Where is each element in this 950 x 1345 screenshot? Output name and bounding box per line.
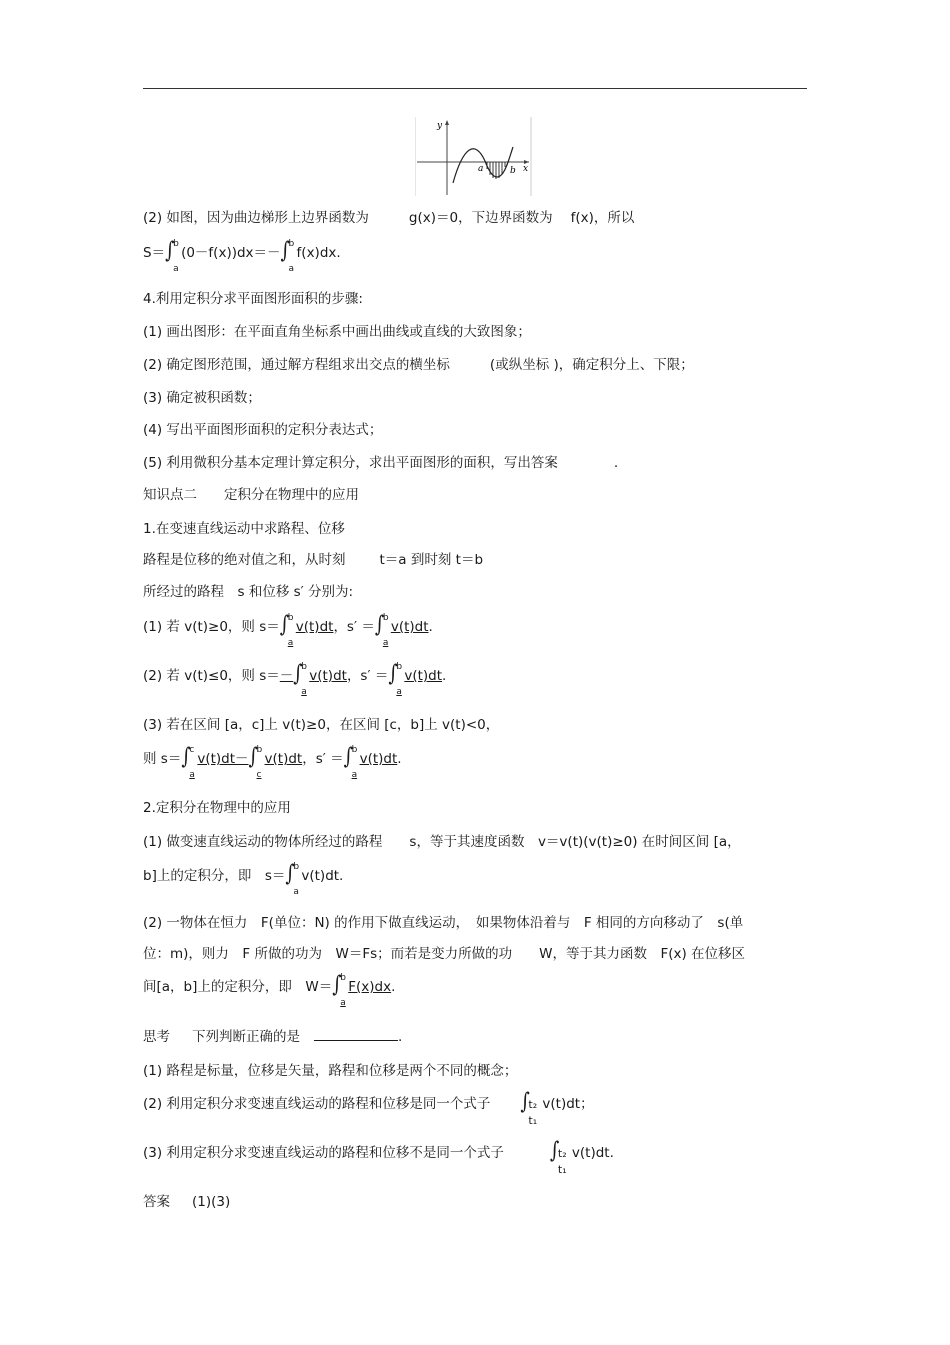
c1-mid: ，s′ ＝ <box>333 619 375 635</box>
area-figure <box>415 117 532 196</box>
think-line <box>143 1027 402 1046</box>
think-label: 思考 <box>143 1029 170 1045</box>
step-4: (4) 写出平面图形面积的定积分表达式； <box>143 422 383 438</box>
physics-2a: (2) 一物体在恒力 F(单位：N) 的作用下做直线运动， 如果物体沿着与 F 相同的方向移动了 s(单 <box>143 915 744 931</box>
step-5 <box>143 454 618 472</box>
integral-c2a: ∫ b a <box>293 660 307 697</box>
step-2b: (或纵坐标 )，确定积分上、下限； <box>489 357 694 373</box>
c1-end: . <box>428 619 433 635</box>
p2-line <box>143 209 634 227</box>
integral-c3a: ∫ c a <box>181 743 195 780</box>
t2-body: v(t)dt； <box>542 1096 594 1112</box>
c1-b2: v(t)dt <box>390 619 429 635</box>
integral-c1a: ∫ b a <box>279 611 294 648</box>
p2c-body: F(x)dx <box>348 979 392 995</box>
s1-l1b: t＝a 到时刻 t＝b <box>379 552 484 568</box>
section-1-line-1 <box>143 551 483 569</box>
step-5b: . <box>613 455 619 471</box>
case-1 <box>143 611 433 648</box>
think-2 <box>143 1088 594 1127</box>
int2-body: f(x)dx. <box>296 245 341 261</box>
c3b-end: . <box>397 751 402 767</box>
think-text: 下列判断正确的是 <box>192 1029 300 1045</box>
int1-body: (0－f(x))dx＝－ <box>181 245 281 261</box>
integral-2: ∫ b a <box>280 237 295 274</box>
case-3-formula <box>143 743 402 780</box>
think-1: (1) 路程是标量，位移是矢量，路程和位移是两个不同的概念； <box>143 1063 518 1079</box>
step-2 <box>143 356 694 374</box>
c3b-b1: v(t)dt－ <box>197 751 249 767</box>
step-5a: (5) 利用微积分基本定理计算定积分，求出平面图形的面积，写出答案 <box>143 455 558 471</box>
c2-mid: ，s′ ＝ <box>346 668 389 684</box>
s1-l1a: 路程是位移的绝对值之和，从时刻 <box>143 552 346 568</box>
a-label: a <box>478 164 484 174</box>
step-2a: (2) 确定图形范围，通过解方程组求出交点的横坐标 <box>143 357 450 373</box>
section-1-title: 1.在变速直线运动中求路程、位移 <box>143 521 345 537</box>
integral-p2: ∫ b a <box>332 971 346 1008</box>
c3b-mid: ，s′ ＝ <box>302 751 344 767</box>
p2c-pre: 间[a，b]上的定积分，即 W＝ <box>143 979 333 995</box>
c2-b2: v(t)dt <box>404 668 443 684</box>
integral-c2b: ∫ b a <box>388 660 403 697</box>
c2-b1: v(t)dt <box>309 668 347 684</box>
knowledge-point-2: 知识点二 定积分在物理中的应用 <box>143 487 359 503</box>
c1-b1: v(t)dt <box>295 619 334 635</box>
c3b-b3: v(t)dt <box>359 751 398 767</box>
answer-label: 答案 <box>143 1194 170 1210</box>
integral-t3: ∫ t₂ t₁ <box>549 1137 567 1176</box>
header-rule <box>143 88 807 89</box>
x-label: x <box>523 164 529 174</box>
think-3 <box>143 1137 614 1176</box>
physics-2c <box>143 971 396 1008</box>
p1b-body: v(t)dt. <box>301 868 344 884</box>
integral-1: ∫ b a <box>165 237 179 274</box>
step-3: (3) 确定被积函数； <box>143 390 261 406</box>
answer-line <box>143 1193 230 1211</box>
c1-pre: (1) 若 v(t)≥0，则 s＝ <box>143 619 280 635</box>
c3b-pre: 则 s＝ <box>143 751 182 767</box>
t3-body: v(t)dt. <box>571 1145 614 1161</box>
physics-2b: 位：m)，则力 F 所做的功为 W＝Fs；而若是变力所做的功 W，等于其力函数 F(x) 在位移区 <box>143 946 746 962</box>
step-1: (1) 画出图形：在平面直角坐标系中画出曲线或直线的大致图象； <box>143 324 531 340</box>
p1b-pre: b]上的定积分，即 s＝ <box>143 868 286 884</box>
t3-text: (3) 利用定积分求变速直线运动的路程和位移不是同一个式子 <box>143 1145 504 1161</box>
c3b-b2: v(t)dt <box>264 751 303 767</box>
y-label: y <box>437 121 443 131</box>
p2c-end: . <box>391 979 396 995</box>
c2-end: . <box>442 668 447 684</box>
heading-4: 4.利用定积分求平面图形面积的步骤: <box>143 291 363 307</box>
case-3: (3) 若在区间 [a，c]上 v(t)≥0，在区间 [c，b]上 v(t)<0， <box>143 717 500 733</box>
p2-f: f(x)，所以 <box>570 210 635 226</box>
integral-p1: ∫ b a <box>285 860 300 897</box>
answer-blank <box>314 1027 398 1041</box>
physics-1a: (1) 做变速直线运动的物体所经过的路程 s，等于其速度函数 v＝v(t)(v(t)≥0) 在时间区间 [a， <box>143 834 741 850</box>
physics-1b <box>143 860 344 897</box>
section-1-line-2: 所经过的路程 s 和位移 s′ 分别为: <box>143 584 354 600</box>
c2-neg: － <box>279 668 294 684</box>
integral-c3c: ∫ b a <box>343 743 358 780</box>
answer-value: (1)(3) <box>192 1194 231 1210</box>
integral-c3b: ∫ b c <box>248 743 263 780</box>
s-equation <box>143 237 341 274</box>
integral-t2: ∫ t₂ t₁ <box>520 1088 538 1127</box>
t2-text: (2) 利用定积分求变速直线运动的路程和位移是同一个式子 <box>143 1096 491 1112</box>
think-end: . <box>398 1029 403 1045</box>
s-prefix: S＝ <box>143 245 166 261</box>
p2-g: g(x)＝0，下边界函数为 <box>408 210 553 226</box>
integral-c1b: ∫ b a <box>374 611 389 648</box>
b-label: b <box>510 166 516 176</box>
c2-pre: (2) 若 v(t)≤0，则 s＝ <box>143 668 280 684</box>
p2-text: (2) 如图，因为曲边梯形上边界函数为 <box>143 210 369 226</box>
case-2 <box>143 660 447 697</box>
section-2-title: 2.定积分在物理中的应用 <box>143 800 291 816</box>
